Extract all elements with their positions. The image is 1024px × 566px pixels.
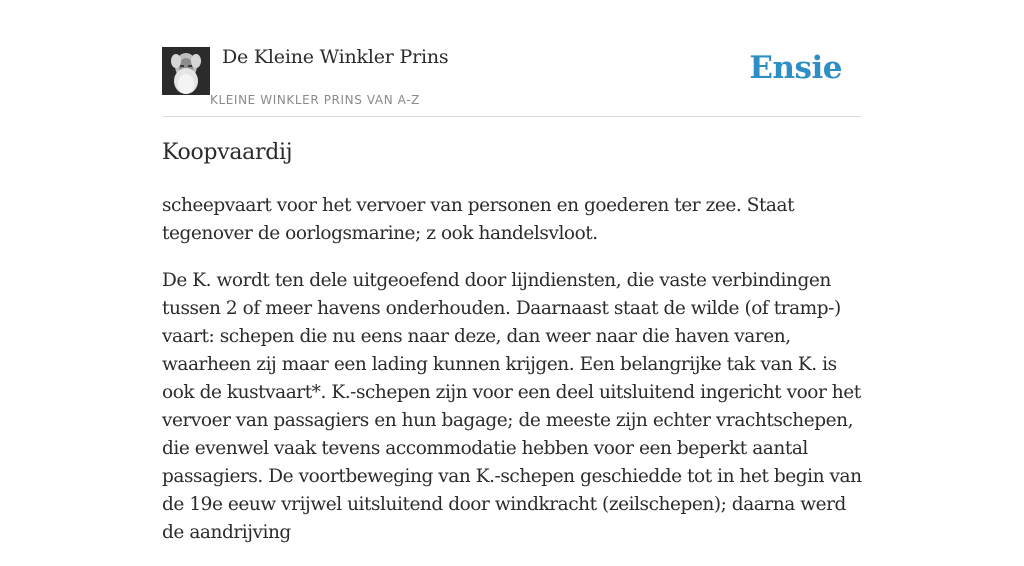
article-paragraph: scheepvaart voor het vervoer van personen en goederen ter zee. Staat tegenover de oorlogsmarine; z ook handelsvloot. [162,195,795,244]
source-avatar[interactable] [162,47,210,95]
article-body [162,192,862,566]
header [162,0,862,117]
source-name[interactable]: De Kleine Winkler Prins [222,46,449,68]
source-subtitle[interactable]: KLEINE WINKLER PRINS VAN A-Z [210,93,420,107]
bearded-man-portrait-icon [162,47,210,95]
article-paragraph: De K. wordt ten dele uitgeoefend door lijndiensten, die vaste verbindingen tussen 2 of meer havens onderhouden. Daarnaast staat de wilde (of tramp-) vaart: schepen die nu eens naar deze, dan weer naar die haven varen, waarheen zij maar een lading kunnen krijgen. Een belangrijke tak van K. is ook de kustvaart*. K.-schepen zijn voor een deel uitsluitend ingericht voor het vervoer van passagiers en hun bagage; de meeste zijn echter vrachtschepen, die evenwel vaak tevens accommodatie hebben voor een beperkt aantal passagiers. De voortbeweging van K.-schepen geschiedde tot in het begin van de 19e eeuw vrijwel uitsluitend door windkracht (zeilschepen); daarna werd de aandrijving [162,270,862,543]
brand-logo[interactable]: Ensie [749,50,842,86]
article-title: Koopvaardij [162,140,293,165]
